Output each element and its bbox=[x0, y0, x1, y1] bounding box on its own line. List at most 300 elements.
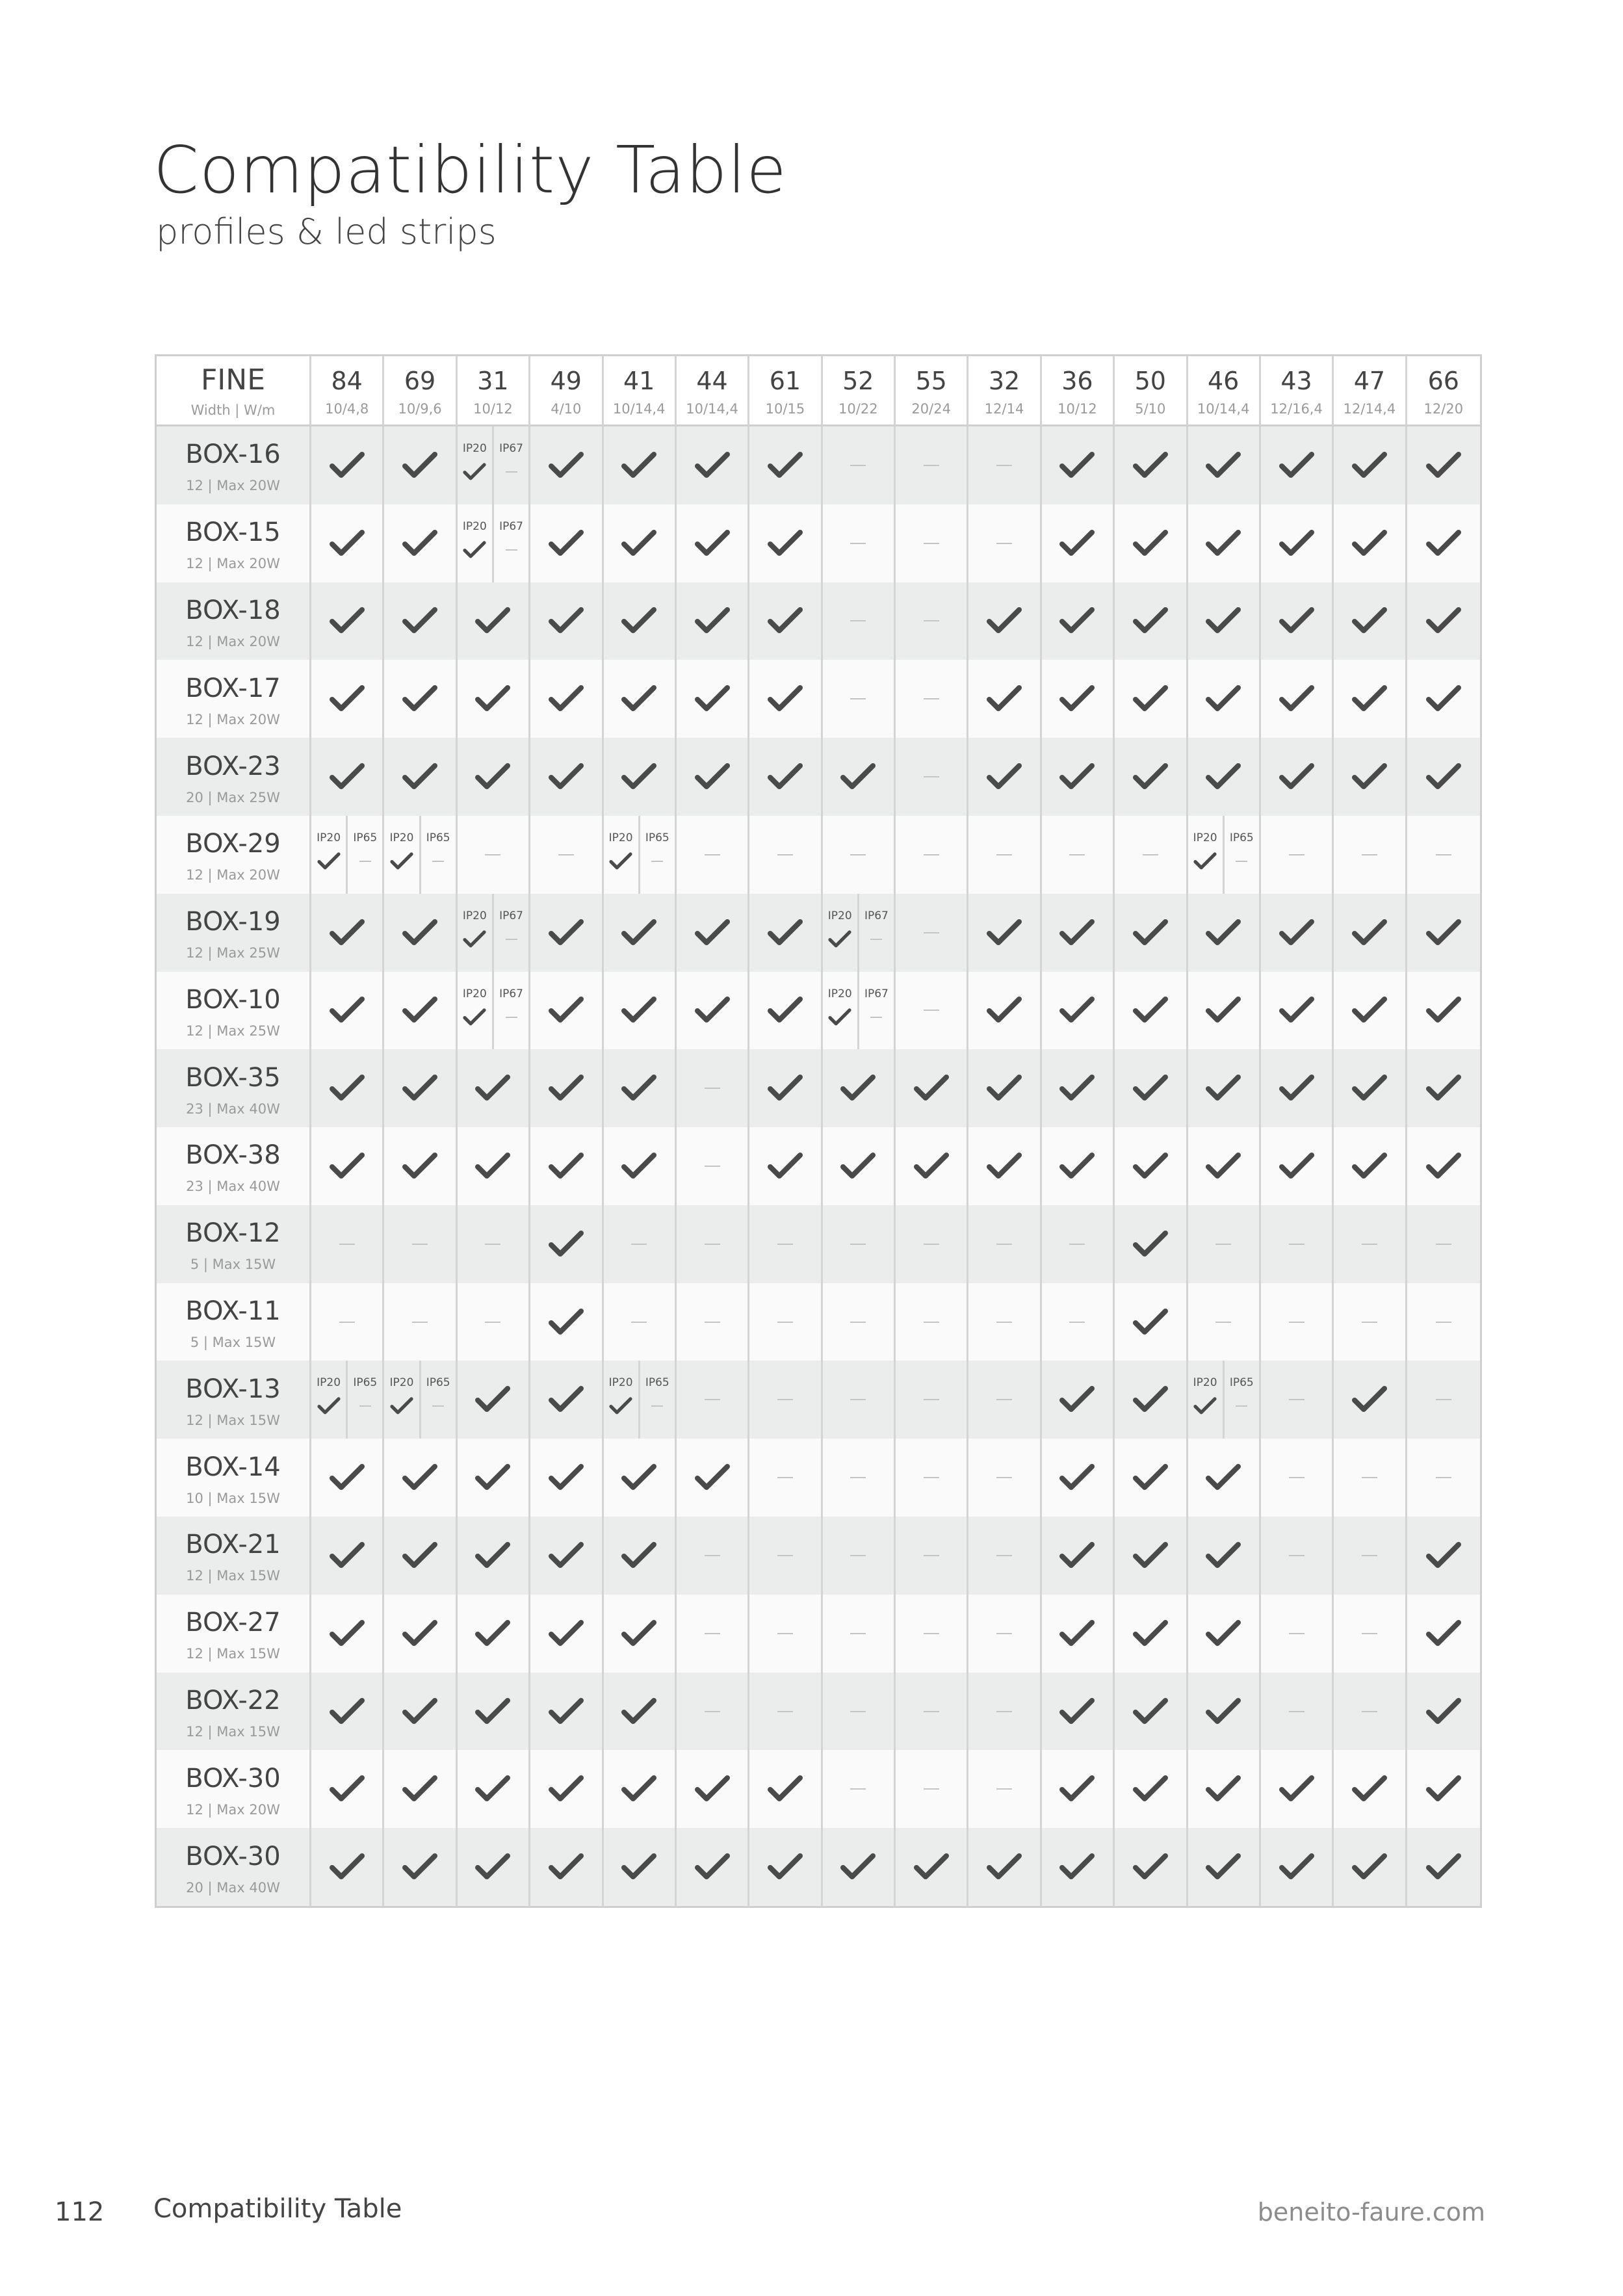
dash-icon bbox=[1069, 1244, 1085, 1245]
table-cell bbox=[604, 660, 677, 738]
table-cell bbox=[896, 1127, 968, 1205]
check-icon bbox=[1351, 1151, 1388, 1181]
table-cell bbox=[749, 1439, 822, 1517]
check-icon bbox=[1425, 684, 1462, 714]
check-icon bbox=[474, 1774, 512, 1804]
check-icon bbox=[1132, 1229, 1169, 1259]
table-cell bbox=[1042, 1517, 1115, 1595]
table-cell bbox=[1407, 1750, 1480, 1828]
row-header-spec: 20 | Max 40W bbox=[186, 1879, 280, 1896]
dash-icon bbox=[705, 1555, 720, 1556]
check-icon bbox=[694, 1774, 731, 1804]
dash-icon bbox=[1289, 1244, 1305, 1245]
ip-variant bbox=[458, 426, 492, 504]
table-cell bbox=[677, 1439, 749, 1517]
table-cell bbox=[530, 1283, 603, 1361]
table-cell bbox=[968, 738, 1041, 816]
row-header-name: BOX-23 bbox=[185, 751, 281, 781]
column-header bbox=[458, 356, 530, 426]
table-cell bbox=[311, 1049, 384, 1127]
dash-icon bbox=[705, 1711, 720, 1712]
check-icon bbox=[474, 606, 512, 636]
table-cell bbox=[1188, 1127, 1261, 1205]
table-cell bbox=[749, 426, 822, 504]
check-icon bbox=[1351, 684, 1388, 714]
dash-icon bbox=[1289, 1555, 1305, 1556]
table-cell bbox=[311, 816, 384, 894]
ip-variant bbox=[492, 972, 528, 1050]
check-icon bbox=[620, 1697, 658, 1727]
table-cell bbox=[1115, 1828, 1188, 1906]
row-header bbox=[157, 1361, 311, 1439]
table-cell bbox=[896, 1439, 968, 1517]
ip-split-cell bbox=[458, 894, 528, 972]
column-header bbox=[384, 356, 457, 426]
column-header-number: 31 bbox=[477, 367, 509, 395]
table-cell bbox=[1188, 1595, 1261, 1673]
table-cell bbox=[677, 582, 749, 660]
dash-icon bbox=[651, 1396, 663, 1407]
check-icon bbox=[620, 450, 658, 480]
table-cell bbox=[1407, 1127, 1480, 1205]
table-cell bbox=[968, 816, 1041, 894]
table-cell bbox=[749, 816, 822, 894]
check-icon bbox=[1132, 1852, 1169, 1882]
table-cell bbox=[458, 426, 530, 504]
check-icon bbox=[1351, 918, 1388, 948]
column-header-number: 36 bbox=[1061, 367, 1093, 395]
dash-icon bbox=[412, 1244, 428, 1245]
table-cell bbox=[530, 894, 603, 972]
ip-label: IP20 bbox=[317, 1376, 341, 1390]
table-cell bbox=[968, 660, 1041, 738]
table-cell bbox=[604, 1049, 677, 1127]
check-icon bbox=[1058, 762, 1096, 792]
check-icon bbox=[401, 918, 439, 948]
table-cell bbox=[823, 660, 896, 738]
check-icon bbox=[620, 995, 658, 1025]
table-cell bbox=[1188, 426, 1261, 504]
table-cell bbox=[1188, 504, 1261, 582]
column-header-number: 43 bbox=[1280, 367, 1312, 395]
column-header-spec: 10/15 bbox=[765, 401, 805, 417]
page-subtitle: profiles & led strips bbox=[156, 211, 497, 252]
row-header bbox=[157, 972, 311, 1050]
check-icon bbox=[766, 528, 804, 558]
check-icon bbox=[1425, 528, 1462, 558]
dash-icon bbox=[1362, 1711, 1377, 1712]
ip-label: IP20 bbox=[827, 909, 852, 922]
table-cell bbox=[968, 1049, 1041, 1127]
check-icon bbox=[401, 1541, 439, 1571]
table-cell bbox=[968, 1439, 1041, 1517]
table-cell bbox=[1407, 1205, 1480, 1283]
check-icon bbox=[1058, 1774, 1096, 1804]
table-cell bbox=[1261, 738, 1334, 816]
table-cell bbox=[1407, 1517, 1480, 1595]
table-cell bbox=[530, 972, 603, 1050]
check-icon bbox=[985, 1151, 1023, 1181]
check-icon bbox=[401, 995, 439, 1025]
check-icon bbox=[1058, 1697, 1096, 1727]
table-cell bbox=[1042, 426, 1115, 504]
check-icon bbox=[1058, 918, 1096, 948]
dash-icon bbox=[777, 1399, 793, 1400]
ip-label: IP20 bbox=[389, 1376, 414, 1390]
check-icon bbox=[620, 606, 658, 636]
table-cell bbox=[311, 1205, 384, 1283]
dash-icon bbox=[1436, 854, 1451, 855]
table-cell bbox=[749, 1049, 822, 1127]
table-cell bbox=[968, 582, 1041, 660]
table-cell bbox=[896, 972, 968, 1050]
column-header-number: 61 bbox=[769, 367, 801, 395]
row-header-name: BOX-11 bbox=[185, 1296, 281, 1327]
table-cell bbox=[1261, 1439, 1334, 1517]
ip-variant bbox=[604, 1361, 638, 1439]
column-header bbox=[1042, 356, 1115, 426]
check-icon bbox=[401, 606, 439, 636]
dash-icon bbox=[850, 698, 866, 699]
table-cell bbox=[1042, 1828, 1115, 1906]
table-cell bbox=[968, 1283, 1041, 1361]
table-cell bbox=[1261, 894, 1334, 972]
row-header-spec: 12 | Max 20W bbox=[186, 1801, 280, 1818]
table-cell bbox=[530, 426, 603, 504]
dash-icon bbox=[1236, 861, 1247, 862]
table-cell bbox=[896, 1049, 968, 1127]
row-header bbox=[157, 1517, 311, 1595]
dash-icon bbox=[1215, 1244, 1231, 1245]
table-cell bbox=[677, 894, 749, 972]
table-cell bbox=[1115, 1595, 1188, 1673]
dash-icon bbox=[924, 1555, 939, 1556]
row-header bbox=[157, 660, 311, 738]
table-cell bbox=[1042, 1439, 1115, 1517]
table-cell bbox=[968, 426, 1041, 504]
check-icon bbox=[547, 1151, 585, 1181]
table-cell bbox=[749, 660, 822, 738]
check-icon bbox=[328, 450, 366, 480]
table-cell bbox=[384, 426, 457, 504]
table-cell bbox=[896, 426, 968, 504]
check-icon bbox=[1278, 1073, 1316, 1103]
table-cell bbox=[968, 1517, 1041, 1595]
check-icon bbox=[913, 1073, 950, 1103]
dash-icon bbox=[485, 854, 500, 855]
check-icon bbox=[1278, 1774, 1316, 1804]
check-icon bbox=[1278, 762, 1316, 792]
table-cell bbox=[458, 1439, 530, 1517]
table-cell bbox=[384, 504, 457, 582]
column-header bbox=[1334, 356, 1407, 426]
table-cell bbox=[1261, 1595, 1334, 1673]
column-header-spec: 12/20 bbox=[1423, 401, 1464, 417]
ip-label: IP67 bbox=[499, 987, 523, 1000]
table-cell bbox=[458, 660, 530, 738]
dash-icon bbox=[485, 1322, 500, 1323]
check-icon bbox=[1425, 1619, 1462, 1649]
table-cell bbox=[823, 1828, 896, 1906]
check-icon bbox=[328, 684, 366, 714]
dash-icon bbox=[996, 1399, 1012, 1400]
row-header-spec: 12 | Max 20W bbox=[186, 711, 280, 727]
table-cell bbox=[1115, 582, 1188, 660]
check-icon bbox=[1132, 1073, 1169, 1103]
ip-label: IP20 bbox=[608, 831, 633, 844]
table-cell bbox=[311, 972, 384, 1050]
ip-label: IP20 bbox=[462, 987, 487, 1000]
dash-icon bbox=[1236, 852, 1247, 862]
check-icon bbox=[766, 918, 804, 948]
check-icon bbox=[401, 762, 439, 792]
header-corner bbox=[157, 356, 311, 426]
table-cell bbox=[384, 1828, 457, 1906]
row-header-name: BOX-18 bbox=[185, 595, 281, 625]
table-cell bbox=[677, 1750, 749, 1828]
table-cell bbox=[530, 1673, 603, 1751]
row-header-spec: 12 | Max 25W bbox=[186, 945, 280, 961]
table-cell bbox=[1334, 1361, 1407, 1439]
table-cell bbox=[1115, 1439, 1188, 1517]
check-icon bbox=[1204, 528, 1242, 558]
check-icon bbox=[328, 528, 366, 558]
table-cell bbox=[1042, 1205, 1115, 1283]
check-icon bbox=[1058, 1463, 1096, 1493]
check-icon bbox=[401, 1463, 439, 1493]
header-finish-sublabel: Width | W/m bbox=[190, 402, 276, 418]
table-cell bbox=[384, 1049, 457, 1127]
check-icon bbox=[839, 1852, 877, 1882]
table-cell bbox=[968, 504, 1041, 582]
check-icon bbox=[1058, 684, 1096, 714]
table-cell bbox=[823, 1283, 896, 1361]
table-cell bbox=[1188, 1361, 1261, 1439]
check-icon bbox=[1204, 1774, 1242, 1804]
check-icon bbox=[1204, 684, 1242, 714]
table-cell bbox=[677, 1673, 749, 1751]
check-icon bbox=[985, 995, 1023, 1025]
check-icon bbox=[620, 1073, 658, 1103]
dash-icon bbox=[1215, 1322, 1231, 1323]
table-cell bbox=[1042, 1283, 1115, 1361]
check-icon bbox=[474, 1541, 512, 1571]
table-cell bbox=[1407, 504, 1480, 582]
check-icon bbox=[1204, 1073, 1242, 1103]
dash-icon bbox=[651, 1405, 663, 1407]
table-cell bbox=[1042, 1750, 1115, 1828]
dash-icon bbox=[850, 620, 866, 621]
table-cell bbox=[1261, 1049, 1334, 1127]
ip-label: IP65 bbox=[426, 1376, 450, 1390]
check-icon bbox=[839, 1073, 877, 1103]
table-cell bbox=[604, 1750, 677, 1828]
table-cell bbox=[604, 426, 677, 504]
row-header-spec: 12 | Max 15W bbox=[186, 1412, 280, 1428]
dash-icon bbox=[924, 543, 939, 544]
dash-icon bbox=[924, 776, 939, 777]
check-icon bbox=[620, 528, 658, 558]
table-cell bbox=[1407, 816, 1480, 894]
dash-icon bbox=[850, 1477, 866, 1478]
ip-split-cell bbox=[384, 816, 455, 894]
table-cell bbox=[530, 504, 603, 582]
table-cell bbox=[1334, 972, 1407, 1050]
column-header bbox=[823, 356, 896, 426]
row-header bbox=[157, 1673, 311, 1751]
table-cell bbox=[1042, 1049, 1115, 1127]
table-cell bbox=[311, 1595, 384, 1673]
table-cell bbox=[1042, 660, 1115, 738]
table-cell bbox=[1334, 1595, 1407, 1673]
check-icon bbox=[328, 1151, 366, 1181]
table-cell bbox=[384, 1673, 457, 1751]
ip-split-cell bbox=[823, 894, 894, 972]
table-cell bbox=[1407, 660, 1480, 738]
ip-variant bbox=[458, 894, 492, 972]
check-icon bbox=[766, 450, 804, 480]
table-cell bbox=[968, 1205, 1041, 1283]
check-icon bbox=[547, 1073, 585, 1103]
table-cell bbox=[1407, 738, 1480, 816]
table-cell bbox=[896, 660, 968, 738]
row-header-spec: 12 | Max 20W bbox=[186, 478, 280, 494]
check-icon bbox=[1058, 1541, 1096, 1571]
row-header-spec: 5 | Max 15W bbox=[190, 1257, 276, 1273]
table-cell bbox=[1115, 1750, 1188, 1828]
check-icon bbox=[620, 1541, 658, 1571]
row-header bbox=[157, 738, 311, 816]
table-cell bbox=[1334, 894, 1407, 972]
dash-icon bbox=[1362, 1322, 1377, 1323]
check-icon bbox=[1425, 918, 1462, 948]
check-icon bbox=[547, 1619, 585, 1649]
dash-icon bbox=[485, 1244, 500, 1245]
dash-icon bbox=[996, 854, 1012, 855]
table-cell bbox=[1115, 894, 1188, 972]
table-cell bbox=[384, 816, 457, 894]
table-cell bbox=[311, 1127, 384, 1205]
ip-variant bbox=[823, 894, 857, 972]
dash-icon bbox=[1236, 1405, 1247, 1407]
dash-icon bbox=[777, 1633, 793, 1634]
table-cell bbox=[1115, 816, 1188, 894]
check-icon bbox=[474, 684, 512, 714]
table-cell bbox=[458, 1828, 530, 1906]
table-cell bbox=[604, 894, 677, 972]
ip-split-cell bbox=[311, 816, 382, 894]
table-cell bbox=[458, 816, 530, 894]
ip-label: IP20 bbox=[1193, 831, 1217, 844]
check-icon bbox=[766, 1073, 804, 1103]
table-cell bbox=[823, 426, 896, 504]
table-cell bbox=[968, 1127, 1041, 1205]
dash-icon bbox=[777, 854, 793, 855]
table-cell bbox=[749, 1361, 822, 1439]
table-cell bbox=[384, 1283, 457, 1361]
header-finish-label: FINE bbox=[201, 363, 265, 397]
dash-icon bbox=[359, 1405, 371, 1407]
dash-icon bbox=[924, 1477, 939, 1478]
check-icon bbox=[1425, 1774, 1462, 1804]
ip-variant bbox=[1223, 1361, 1259, 1439]
column-header-spec: 10/12 bbox=[473, 401, 513, 417]
table-cell bbox=[604, 1283, 677, 1361]
check-icon bbox=[839, 762, 877, 792]
table-cell bbox=[968, 972, 1041, 1050]
dash-icon bbox=[506, 471, 517, 473]
table-cell bbox=[311, 426, 384, 504]
table-cell bbox=[311, 1283, 384, 1361]
ip-variant bbox=[823, 972, 857, 1050]
column-header bbox=[530, 356, 603, 426]
check-icon bbox=[620, 684, 658, 714]
table-cell bbox=[384, 1517, 457, 1595]
check-icon bbox=[1132, 606, 1169, 636]
table-cell bbox=[1042, 504, 1115, 582]
ip-label: IP65 bbox=[645, 1376, 669, 1390]
dash-icon bbox=[850, 543, 866, 544]
ip-split-cell bbox=[1188, 816, 1259, 894]
check-icon bbox=[401, 1619, 439, 1649]
table-cell bbox=[1407, 426, 1480, 504]
check-icon bbox=[694, 995, 731, 1025]
table-cell bbox=[823, 1595, 896, 1673]
table-cell bbox=[749, 1283, 822, 1361]
check-icon bbox=[1132, 995, 1169, 1025]
check-icon bbox=[401, 528, 439, 558]
row-header-spec: 10 | Max 15W bbox=[186, 1490, 280, 1506]
check-icon bbox=[1204, 1541, 1242, 1571]
ip-split-cell bbox=[458, 426, 528, 504]
check-icon bbox=[1132, 1151, 1169, 1181]
row-header bbox=[157, 582, 311, 660]
dash-icon bbox=[359, 861, 371, 862]
ip-variant bbox=[492, 894, 528, 972]
check-icon bbox=[1132, 1385, 1169, 1415]
table-cell bbox=[384, 660, 457, 738]
table-cell bbox=[604, 738, 677, 816]
check-icon bbox=[547, 606, 585, 636]
table-cell bbox=[1407, 1283, 1480, 1361]
check-icon bbox=[547, 450, 585, 480]
column-header-spec: 10/14,4 bbox=[1197, 401, 1250, 417]
table-cell bbox=[458, 1049, 530, 1127]
table-cell bbox=[1334, 1750, 1407, 1828]
check-icon bbox=[547, 1385, 585, 1415]
row-header bbox=[157, 1439, 311, 1517]
table-cell bbox=[968, 1361, 1041, 1439]
row-header-name: BOX-16 bbox=[185, 439, 281, 470]
check-icon bbox=[620, 1852, 658, 1882]
dash-icon bbox=[1436, 1399, 1451, 1400]
table-cell bbox=[530, 1205, 603, 1283]
ip-label: IP20 bbox=[462, 909, 487, 922]
check-icon bbox=[474, 1852, 512, 1882]
check-icon bbox=[827, 1008, 852, 1027]
table-cell bbox=[384, 972, 457, 1050]
table-cell bbox=[1042, 816, 1115, 894]
row-header-spec: 12 | Max 20W bbox=[186, 867, 280, 883]
table-cell bbox=[1407, 1049, 1480, 1127]
table-cell bbox=[1188, 1828, 1261, 1906]
table-cell bbox=[823, 816, 896, 894]
check-icon bbox=[1351, 995, 1388, 1025]
footer-link[interactable]: beneito-faure.com bbox=[1257, 2198, 1485, 2226]
ip-variant bbox=[311, 1361, 346, 1439]
check-icon bbox=[1058, 1073, 1096, 1103]
table-cell bbox=[677, 972, 749, 1050]
